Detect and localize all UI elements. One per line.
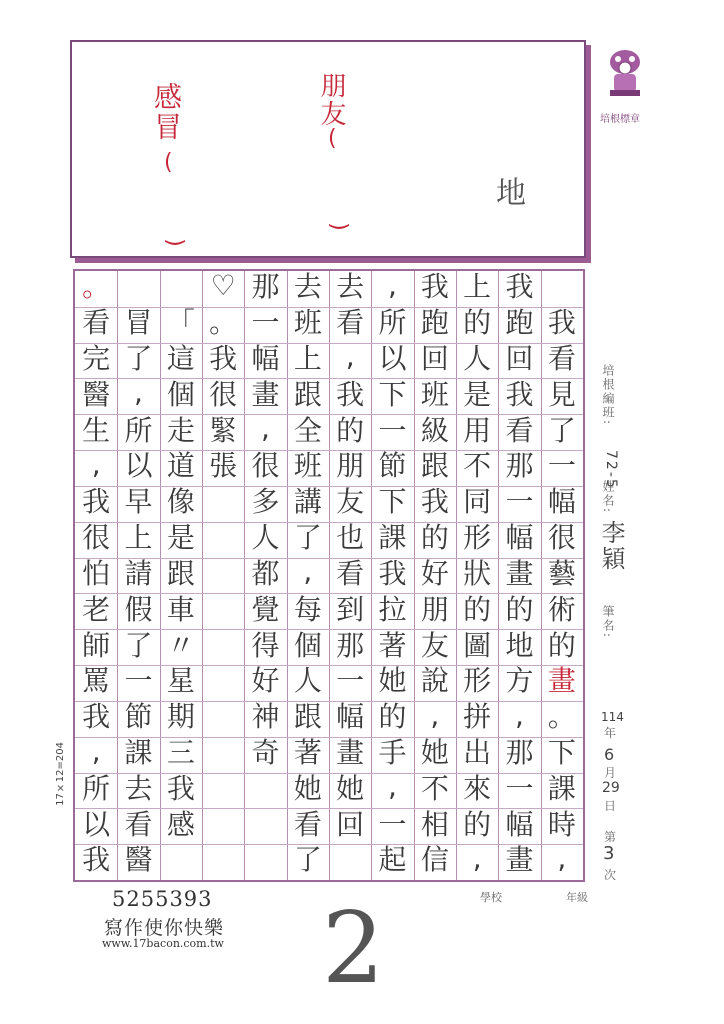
essay-character: , bbox=[430, 698, 440, 732]
essay-character: 看 bbox=[336, 556, 365, 590]
essay-character: 走 bbox=[166, 413, 195, 447]
paren-open-2: ( bbox=[164, 150, 173, 175]
essay-character: 形 bbox=[463, 664, 492, 698]
day-value: 29 bbox=[602, 780, 620, 796]
month-label: 月 bbox=[604, 766, 617, 780]
paren-close-1: ) bbox=[325, 222, 351, 231]
essay-character: 以 bbox=[124, 449, 153, 483]
essay-character: 我 bbox=[547, 306, 576, 340]
count-value: 3 bbox=[603, 843, 615, 864]
year-value: 114 bbox=[601, 710, 624, 724]
grid-column-line bbox=[371, 271, 372, 880]
day-label: 日 bbox=[604, 799, 617, 813]
essay-character: 看 bbox=[336, 306, 365, 340]
essay-character: 怕 bbox=[82, 556, 111, 590]
essay-character: 班 bbox=[420, 377, 449, 411]
essay-character: 以 bbox=[82, 807, 111, 841]
essay-character: 我 bbox=[336, 377, 365, 411]
essay-character: 課 bbox=[124, 736, 153, 770]
essay-character: 神 bbox=[251, 700, 280, 734]
grid-column-line bbox=[541, 271, 542, 880]
essay-character: 說 bbox=[420, 664, 449, 698]
essay-character: 我 bbox=[82, 843, 111, 877]
essay-character: 出 bbox=[463, 736, 492, 770]
essay-character: 的 bbox=[505, 592, 534, 626]
essay-character: 看 bbox=[547, 341, 576, 375]
essay-character: , bbox=[303, 555, 313, 589]
grid-column-line bbox=[160, 271, 161, 880]
essay-character: 都 bbox=[251, 556, 280, 590]
essay-character: 跑 bbox=[505, 306, 534, 340]
essay-character: 的 bbox=[420, 521, 449, 555]
grid-column-line bbox=[202, 271, 203, 880]
essay-character: 她 bbox=[420, 736, 449, 770]
essay-character: 很 bbox=[547, 521, 576, 555]
name-label: 姓名: bbox=[601, 480, 615, 515]
essay-character: 了 bbox=[547, 413, 576, 447]
grid-column-line bbox=[456, 271, 457, 880]
essay-character: 一 bbox=[505, 485, 534, 519]
essay-character: 很 bbox=[209, 377, 238, 411]
essay-character: 上 bbox=[124, 521, 153, 555]
essay-character: 覺 bbox=[251, 592, 280, 626]
essay-character: , bbox=[261, 412, 270, 446]
essay-character: 生 bbox=[82, 413, 111, 447]
essay-character: 畫 bbox=[505, 556, 534, 590]
essay-character: 所 bbox=[124, 413, 153, 447]
grid-column-line bbox=[498, 271, 499, 880]
essay-character: 看 bbox=[505, 413, 534, 447]
essay-character: 畫 bbox=[336, 736, 365, 770]
essay-character: 跑 bbox=[420, 306, 449, 340]
essay-character: 以 bbox=[378, 341, 407, 375]
essay-character: 三 bbox=[166, 736, 195, 770]
essay-character: , bbox=[91, 734, 101, 768]
essay-character: 的 bbox=[547, 628, 576, 662]
grid-column-line bbox=[117, 271, 118, 880]
essay-character: 一 bbox=[505, 771, 534, 805]
essay-character: 那 bbox=[251, 270, 280, 304]
essay-character: 人 bbox=[293, 664, 322, 698]
grid-column-line bbox=[414, 271, 415, 880]
grid-column-line bbox=[287, 271, 288, 880]
essay-character: 課 bbox=[378, 521, 407, 555]
count-label: 第 bbox=[604, 830, 617, 844]
essay-character: 我 bbox=[82, 485, 111, 519]
essay-character: 的 bbox=[463, 807, 492, 841]
essay-character: 術 bbox=[547, 592, 576, 626]
brand-phone-number: 5255393 bbox=[112, 887, 213, 911]
essay-character: 她 bbox=[378, 664, 407, 698]
essay-character: 也 bbox=[336, 521, 365, 555]
essay-character: 友 bbox=[336, 485, 365, 519]
essay-character: 課 bbox=[547, 771, 576, 805]
essay-character: 一 bbox=[251, 306, 280, 340]
essay-character: 好 bbox=[251, 664, 280, 698]
essay-character: 不 bbox=[463, 449, 492, 483]
essay-character: ♡ bbox=[210, 268, 236, 302]
essay-character: 幅 bbox=[547, 485, 576, 519]
essay-character: 我 bbox=[209, 341, 238, 375]
year-label: 年 bbox=[604, 726, 617, 740]
essay-character: 來 bbox=[463, 771, 492, 805]
pen-name-label: 筆名: bbox=[601, 605, 615, 640]
essay-character: 一 bbox=[378, 807, 407, 841]
page-number: 2 bbox=[322, 892, 385, 1006]
essay-character: 著 bbox=[378, 628, 407, 662]
essay-character: 畫 bbox=[505, 843, 534, 877]
essay-character: 醫 bbox=[124, 843, 153, 877]
essay-character: 見 bbox=[547, 377, 576, 411]
essay-character: 幅 bbox=[251, 341, 280, 375]
essay-character: , bbox=[472, 841, 482, 875]
essay-character: , bbox=[91, 447, 101, 481]
essay-character: 幅 bbox=[505, 521, 534, 555]
essay-character: 奇 bbox=[251, 736, 280, 770]
essay-character: 。 bbox=[82, 270, 111, 304]
essay-character: 那 bbox=[336, 628, 365, 662]
essay-character: 同 bbox=[463, 485, 492, 519]
essay-character: 上 bbox=[463, 270, 492, 304]
essay-character: 完 bbox=[82, 341, 111, 375]
essay-character: 冒 bbox=[124, 306, 153, 340]
essay-character: 很 bbox=[82, 521, 111, 555]
pencil-note: 地 bbox=[496, 176, 526, 211]
essay-character: 看 bbox=[124, 807, 153, 841]
essay-character: 跟 bbox=[293, 700, 322, 734]
essay-character: 跟 bbox=[166, 556, 195, 590]
essay-character: 期 bbox=[166, 700, 195, 734]
essay-character: 我 bbox=[166, 771, 195, 805]
essay-character: 的 bbox=[378, 700, 407, 734]
essay-character: 看 bbox=[82, 306, 111, 340]
essay-character: 的 bbox=[463, 306, 492, 340]
essay-character: 幅 bbox=[505, 807, 534, 841]
essay-character: 多 bbox=[251, 485, 280, 519]
essay-character: 起 bbox=[378, 843, 407, 877]
essay-character: 是 bbox=[463, 377, 492, 411]
essay-character: 那 bbox=[505, 449, 534, 483]
topic-word-friend: 朋友 bbox=[316, 72, 346, 128]
essay-character: 我 bbox=[505, 377, 534, 411]
teacher-comment-box bbox=[70, 40, 586, 258]
essay-character: 。 bbox=[209, 306, 238, 340]
essay-character: 了 bbox=[293, 521, 322, 555]
essay-character: , bbox=[557, 841, 567, 875]
essay-character: 友 bbox=[420, 628, 449, 662]
essay-character: 跟 bbox=[293, 377, 322, 411]
essay-character: , bbox=[388, 268, 397, 302]
essay-character: 拼 bbox=[463, 700, 492, 734]
essay-character: 〃 bbox=[166, 628, 195, 662]
essay-character: 用 bbox=[463, 413, 492, 447]
essay-character: 她 bbox=[293, 771, 322, 805]
essay-character: 了 bbox=[124, 628, 153, 662]
essay-character: 上 bbox=[293, 341, 322, 375]
essay-character: 節 bbox=[378, 449, 407, 483]
paren-close-2: ) bbox=[161, 238, 187, 247]
essay-character: 一 bbox=[336, 664, 365, 698]
essay-character: 圖 bbox=[463, 628, 492, 662]
essay-character: 是 bbox=[166, 521, 195, 555]
essay-character: 我 bbox=[420, 270, 449, 304]
essay-character: 回 bbox=[336, 807, 365, 841]
essay-character: 地 bbox=[505, 628, 534, 662]
grid-column-line bbox=[244, 271, 245, 880]
essay-character: 罵 bbox=[82, 664, 111, 698]
essay-character: 張 bbox=[209, 449, 238, 483]
brand-url: www.17bacon.com.tw bbox=[102, 937, 224, 950]
essay-character: 到 bbox=[336, 592, 365, 626]
paren-open-1: ( bbox=[328, 126, 337, 151]
essay-character: 請 bbox=[124, 556, 153, 590]
essay-character: 拉 bbox=[378, 592, 407, 626]
essay-character: 藝 bbox=[547, 556, 576, 590]
essay-character: 的 bbox=[463, 592, 492, 626]
essay-character: 很 bbox=[251, 449, 280, 483]
essay-character: 她 bbox=[336, 771, 365, 805]
essay-character: 全 bbox=[293, 413, 322, 447]
brand-slogan: 寫作使你快樂 bbox=[104, 917, 225, 939]
essay-character: 個 bbox=[166, 377, 195, 411]
essay-character: 著 bbox=[293, 736, 322, 770]
essay-character: 時 bbox=[547, 807, 576, 841]
month-value: 6 bbox=[604, 745, 615, 764]
stamp-label: 培根標章 bbox=[600, 114, 640, 125]
essay-character: 我 bbox=[82, 700, 111, 734]
essay-character: 道 bbox=[166, 449, 195, 483]
essay-character: 這 bbox=[166, 341, 195, 375]
essay-character: 回 bbox=[505, 341, 534, 375]
essay-character: 一 bbox=[547, 449, 576, 483]
essay-character: 幅 bbox=[336, 700, 365, 734]
essay-character: 看 bbox=[293, 807, 322, 841]
essay-character: 信 bbox=[420, 843, 449, 877]
essay-character: , bbox=[388, 770, 397, 804]
essay-character: 我 bbox=[505, 270, 534, 304]
essay-character: 狀 bbox=[463, 556, 492, 590]
essay-character: 了 bbox=[293, 843, 322, 877]
essay-character: 了 bbox=[124, 341, 153, 375]
essay-character: 得 bbox=[251, 628, 280, 662]
essay-character: , bbox=[134, 376, 143, 410]
essay-character: 朋 bbox=[420, 592, 449, 626]
grid-size-label: 17×12=204 bbox=[55, 742, 66, 806]
essay-character: 回 bbox=[420, 341, 449, 375]
essay-character: 一 bbox=[124, 664, 153, 698]
essay-character: 跟 bbox=[420, 449, 449, 483]
essay-character: 老 bbox=[82, 592, 111, 626]
essay-character: 朋 bbox=[336, 449, 365, 483]
essay-character: 像 bbox=[166, 485, 195, 519]
essay-character: 假 bbox=[124, 592, 153, 626]
grid-column-line bbox=[329, 271, 330, 880]
essay-character: 每 bbox=[293, 592, 322, 626]
essay-character: 一 bbox=[378, 413, 407, 447]
essay-character: 我 bbox=[378, 556, 407, 590]
essay-character: 那 bbox=[505, 736, 534, 770]
essay-character: 所 bbox=[82, 771, 111, 805]
essay-character: 的 bbox=[336, 413, 365, 447]
essay-character: 人 bbox=[463, 341, 492, 375]
essay-character: 相 bbox=[420, 807, 449, 841]
essay-character: 班 bbox=[293, 306, 322, 340]
essay-character: 去 bbox=[336, 270, 365, 304]
class-value: 72-5 bbox=[603, 450, 619, 490]
essay-character: 醫 bbox=[82, 377, 111, 411]
topic-word-cold: 感冒 bbox=[150, 82, 183, 142]
essay-character: 去 bbox=[124, 771, 153, 805]
class-label: 培根編班: bbox=[601, 364, 615, 427]
essay-character: 。 bbox=[547, 700, 576, 734]
manuscript-grid bbox=[73, 269, 585, 882]
essay-character: 形 bbox=[463, 521, 492, 555]
grade-label: 年級 bbox=[566, 891, 588, 904]
essay-character: 個 bbox=[293, 628, 322, 662]
essay-character: 下 bbox=[378, 485, 407, 519]
essay-character: 下 bbox=[547, 736, 576, 770]
school-label: 學校 bbox=[480, 891, 502, 904]
essay-character: 早 bbox=[124, 485, 153, 519]
essay-character: 所 bbox=[378, 306, 407, 340]
count-suffix: 次 bbox=[604, 868, 617, 882]
stamp-mascot-icon bbox=[602, 44, 648, 102]
essay-character: 星 bbox=[166, 664, 195, 698]
essay-character: 「 bbox=[166, 306, 195, 340]
essay-character: 車 bbox=[166, 592, 195, 626]
essay-character: 節 bbox=[124, 700, 153, 734]
essay-character: 人 bbox=[251, 521, 280, 555]
essay-character: 班 bbox=[293, 449, 322, 483]
name-value: 李穎 bbox=[597, 520, 625, 572]
essay-character: 方 bbox=[505, 664, 534, 698]
essay-character: , bbox=[515, 698, 524, 732]
essay-character: 去 bbox=[293, 270, 322, 304]
essay-character: 緊 bbox=[209, 413, 238, 447]
essay-character: , bbox=[345, 340, 355, 374]
bacon-stamp bbox=[600, 44, 648, 125]
essay-character: 我 bbox=[420, 485, 449, 519]
essay-character: 好 bbox=[420, 556, 449, 590]
essay-character: 下 bbox=[378, 377, 407, 411]
essay-character: 師 bbox=[82, 628, 111, 662]
essay-character: 級 bbox=[420, 413, 449, 447]
essay-character: 畫 bbox=[251, 377, 280, 411]
essay-character: 手 bbox=[378, 736, 407, 770]
essay-character: 感 bbox=[166, 807, 195, 841]
essay-character: 畫 bbox=[547, 664, 576, 698]
essay-character: 不 bbox=[420, 771, 449, 805]
essay-character: 講 bbox=[293, 485, 322, 519]
